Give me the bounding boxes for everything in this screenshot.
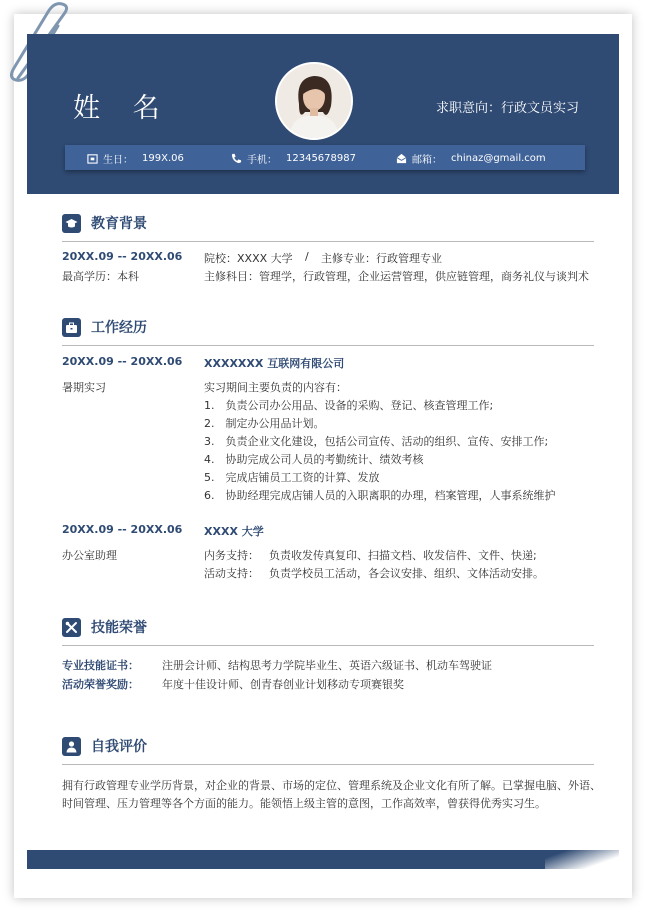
skills-heading bbox=[62, 616, 594, 638]
work-heading bbox=[62, 316, 594, 338]
award-label: 活动荣誉奖励： bbox=[62, 678, 139, 691]
phone-icon bbox=[231, 153, 242, 164]
section-divider bbox=[62, 645, 594, 646]
skills-title: 技能荣誉 bbox=[91, 620, 147, 636]
education-school: 院校：XXXX 大学 bbox=[204, 252, 293, 265]
graduation-cap-icon bbox=[62, 214, 81, 233]
briefcase-icon bbox=[62, 318, 81, 337]
education-courses: 主修科目：管理学，行政管理，企业运营管理，供应链管理，商务礼仪与谈判术 bbox=[204, 270, 589, 283]
job2-line1-label: 内务支持： bbox=[204, 549, 259, 562]
resume-header bbox=[27, 34, 619, 194]
tools-icon bbox=[62, 618, 81, 637]
calendar-icon bbox=[87, 153, 98, 164]
section-divider bbox=[62, 241, 594, 242]
section-divider bbox=[62, 764, 594, 765]
job1-date: 20XX.09 -- 20XX.06 bbox=[62, 355, 183, 368]
job2-org: XXXX 大学 bbox=[204, 525, 264, 538]
education-section bbox=[62, 212, 594, 242]
job2-line1-text: 负责收发传真复印、扫描文档、收发信件、文件、快递; bbox=[269, 549, 537, 562]
self-section bbox=[62, 735, 594, 765]
candidate-name: 姓 名 bbox=[73, 93, 172, 124]
cert-text: 注册会计师、结构思考力学院毕业生、英语六级证书、机动车驾驶证 bbox=[162, 659, 492, 672]
portrait-icon bbox=[277, 64, 351, 138]
mail-icon bbox=[396, 153, 407, 164]
page-curl bbox=[545, 832, 619, 870]
birthday-label: 生日： bbox=[103, 155, 133, 166]
self-title: 自我评价 bbox=[91, 739, 147, 755]
avatar bbox=[275, 62, 353, 140]
job2-date: 20XX.09 -- 20XX.06 bbox=[62, 523, 183, 536]
education-heading bbox=[62, 212, 594, 234]
contact-bar bbox=[65, 145, 585, 170]
education-slash: / bbox=[305, 250, 309, 263]
self-heading bbox=[62, 735, 594, 757]
work-section bbox=[62, 316, 594, 346]
list-item: 3. 负责企业文化建设，包括公司宣传、活动的组织、宣传、安排工作; bbox=[204, 435, 549, 448]
list-item: 5. 完成店铺员工工资的计算、发放 bbox=[204, 471, 380, 484]
job1-intro: 实习期间主要负责的内容有： bbox=[204, 381, 347, 394]
award-text: 年度十佳设计师、创青春创业计划移动专项赛银奖 bbox=[162, 678, 404, 691]
phone-label: 手机： bbox=[247, 155, 277, 166]
phone-item bbox=[231, 151, 356, 166]
section-divider bbox=[62, 345, 594, 346]
education-date: 20XX.09 -- 20XX.06 bbox=[62, 250, 183, 263]
list-item: 6. 协助经理完成店铺人员的入职离职的办理，档案管理，人事系统维护 bbox=[204, 489, 556, 502]
list-item: 1. 负责公司办公用品、设备的采购、登记、核查管理工作; bbox=[204, 399, 494, 412]
email-item bbox=[396, 151, 546, 166]
phone-value: 12345678987 bbox=[286, 153, 356, 164]
birthday-item bbox=[87, 151, 184, 166]
self-text-line1: 拥有行政管理专业学历背景，对企业的背景、市场的定位、管理系统及企业文化有所了解。已掌握电脑、外语、 bbox=[62, 779, 601, 792]
work-title: 工作经历 bbox=[91, 320, 147, 336]
email-value[interactable]: chinaz@gmail.com bbox=[451, 153, 546, 164]
birthday-value: 199X.06 bbox=[142, 153, 184, 164]
job2-line2-label: 活动支持： bbox=[204, 567, 259, 580]
education-title: 教育背景 bbox=[91, 216, 147, 232]
email-label: 邮箱： bbox=[412, 155, 442, 166]
education-major: 主修专业：行政管理专业 bbox=[321, 252, 442, 265]
skills-section bbox=[62, 616, 594, 646]
self-text-line2: 时间管理、压力管理等各个方面的能力。能领悟上级主管的意图，工作高效率，曾获得优秀实习生。 bbox=[62, 797, 546, 810]
list-item: 2. 制定办公用品计划。 bbox=[204, 417, 325, 430]
user-icon bbox=[62, 737, 81, 756]
education-degree: 最高学历：本科 bbox=[62, 270, 139, 283]
job2-role: 办公室助理 bbox=[62, 549, 117, 562]
job1-role: 暑期实习 bbox=[62, 381, 106, 394]
job1-org: XXXXXXX 互联网有限公司 bbox=[204, 357, 345, 370]
cert-label: 专业技能证书： bbox=[62, 659, 139, 672]
resume-footer-bar bbox=[27, 850, 619, 869]
list-item: 4. 协助完成公司人员的考勤统计、绩效考核 bbox=[204, 453, 424, 466]
job2-line2-text: 负责学校员工活动，各会议安排、组织、文体活动安排。 bbox=[269, 567, 544, 580]
job-intent: 求职意向：行政文员实习 bbox=[435, 101, 579, 116]
